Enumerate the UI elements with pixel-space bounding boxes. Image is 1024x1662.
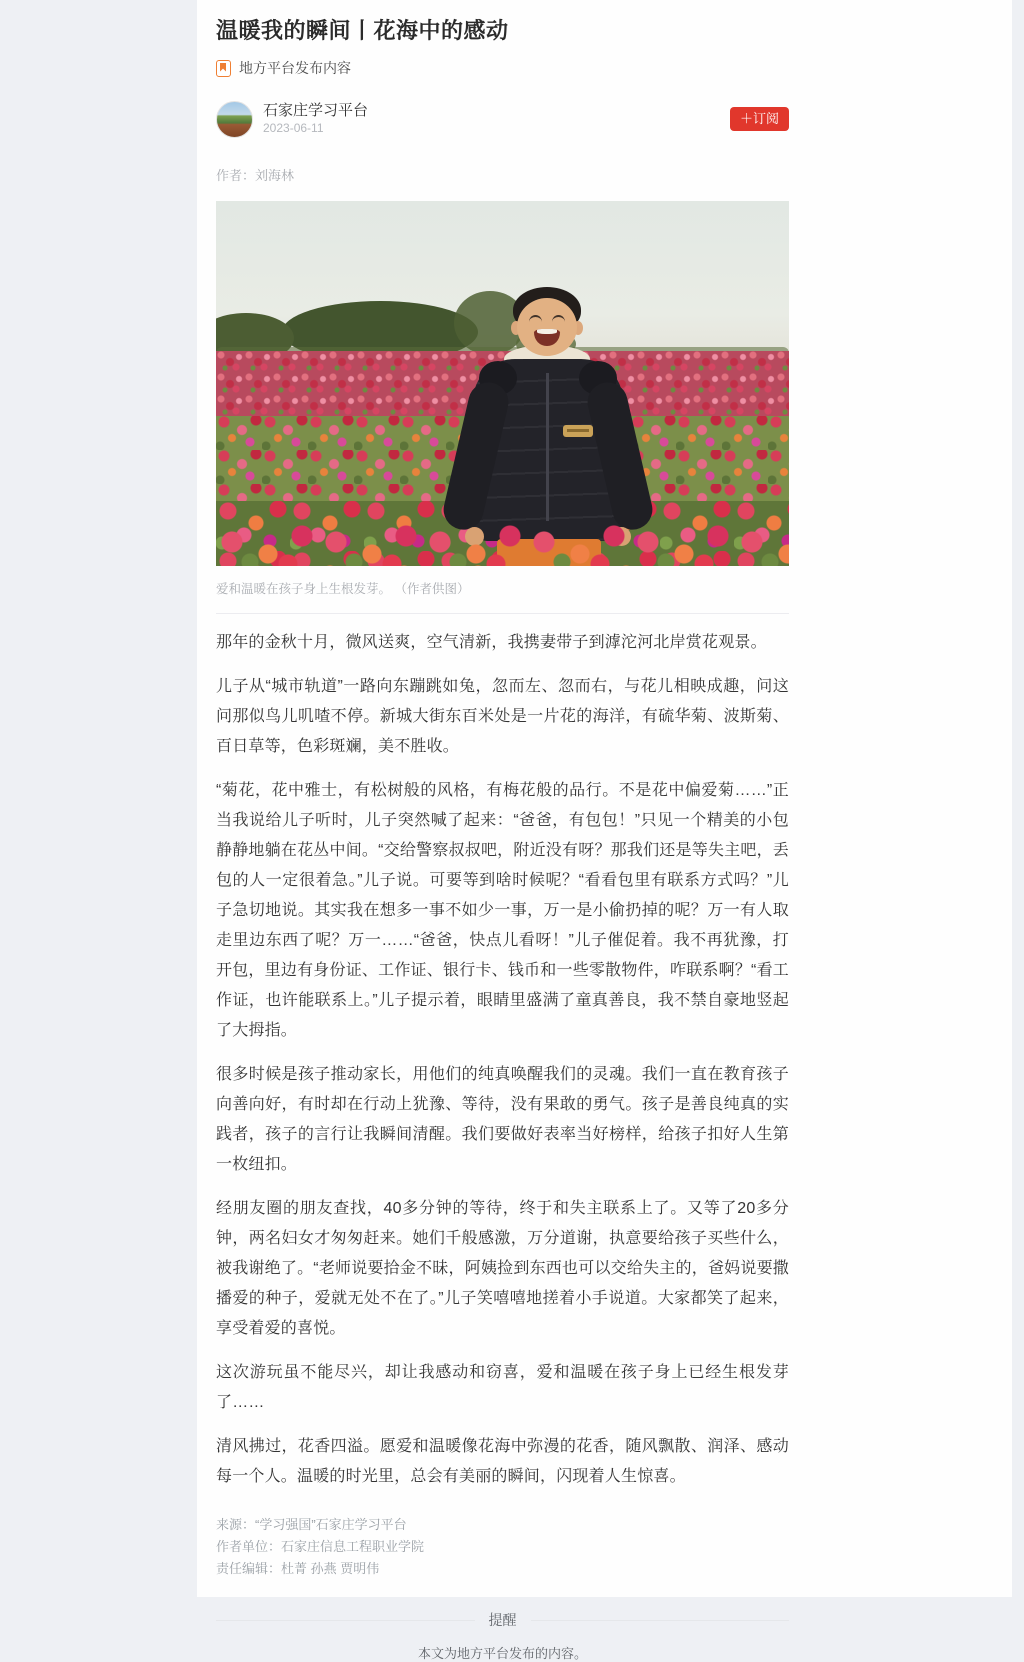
paragraph: 很多时候是孩子推动家长，用他们的纯真唤醒我们的灵魂。我们一直在教育孩子向善向好，有时却在行动上犹豫、等待，没有果敢的勇气。孩子是善良纯真的实践者，孩子的言行让我瞬间清醒。我们要做好表率当好榜样，给孩子扣好人生第一枚纽扣。 xyxy=(216,1066,789,1173)
reminder-divider-right xyxy=(531,1620,790,1621)
author-line: 作者：刘海林 xyxy=(216,168,295,183)
photo-caption: 爱和温暖在孩子身上生根发芽。 （作者供图） xyxy=(216,582,470,596)
reminder-note: 本文为地方平台发布的内容。 xyxy=(417,1646,587,1661)
publisher-avatar[interactable] xyxy=(216,101,253,138)
paragraph: 经朋友圈的朋友查找，40多分钟的等待，终于和失主联系上了。又等了20多分钟，两名妇女才匆匆赶来。她们千般感激，万分道谢，执意要给孩子买些什么，被我谢绝了。“老师说要拾金不昧，阿姨捡到东西也可以交给失主的，爸妈说要撒播爱的种子，爱就无处不在了。”儿子笑嘻嘻地搓着小手说道。大家都笑了起来，享受着爱的喜悦。 xyxy=(216,1200,789,1337)
platform-tag-label: 地方平台发布内容 xyxy=(239,60,351,76)
reminder-title: 提醒 xyxy=(488,1612,517,1628)
paragraph: 清风拂过，花香四溢。愿爱和温暖像花海中弥漫的花香，随风飘散、润泽、感动每一个人。温暖的时光里，总会有美丽的瞬间，闪现着人生惊喜。 xyxy=(216,1438,789,1485)
bookmark-icon xyxy=(216,60,231,77)
source-line: 来源：“学习强国”石家庄学习平台 xyxy=(216,1517,407,1532)
platform-tag xyxy=(216,58,789,78)
author-unit-line: 作者单位：石家庄信息工程职业学院 xyxy=(216,1539,425,1554)
page-title: 温暖我的瞬间丨花海中的感动 xyxy=(216,18,509,43)
divider xyxy=(216,613,789,614)
boy-eye xyxy=(552,315,565,322)
paragraph: “菊花，花中雅士，有松树般的风格，有梅花般的品行。不是花中偏爱菊……”正当我说给儿子听时，儿子突然喊了起来：“爸爸，有包包！”只见一个精美的小包静静地躺在花丛中间。“交给警察叔叔吧，附近没有呀？那我们还是等失主吧，丢包的人一定很着急。”儿子说。可要等到啥时候呢？“看看包里有联系方式吗？”儿子急切地说。其实我在想多一事不如少一事，万一是小偷扔掉的呢？万一有人取走里边东西了呢？万一……“爸爸，快点儿看呀！”儿子催促着。我不再犹豫，打开包，里边有身份证、工作证、银行卡、钱币和一些零散物件，咋联系啊？“看工作证，也许能联系上。”儿子提示着，眼睛里盛满了童真善良，我不禁自豪地竖起了大拇指。 xyxy=(216,782,789,1039)
publisher-name[interactable]: 石家庄学习平台 xyxy=(263,102,369,119)
publish-date: 2023-06-11 xyxy=(263,121,324,135)
reminder-divider-left xyxy=(216,1620,475,1621)
publisher-row xyxy=(216,100,789,138)
article-body xyxy=(216,628,789,1492)
photo-flower-field-front xyxy=(216,524,789,566)
boy-jacket-zipper xyxy=(546,373,549,521)
source-block xyxy=(216,1514,789,1580)
article-photo[interactable] xyxy=(216,201,789,566)
boy-jacket-badge xyxy=(563,425,593,437)
subscribe-button[interactable]: ＋订阅 xyxy=(730,107,789,131)
article-card xyxy=(197,0,1012,1661)
editors-line: 责任编辑：杜菁 孙燕 贾明伟 xyxy=(216,1561,380,1576)
paragraph: 那年的金秋十月，微风送爽，空气清新，我携妻带子到滹沱河北岸赏花观景。 xyxy=(216,634,767,651)
boy-eye xyxy=(529,315,542,322)
paragraph: 这次游玩虽不能尽兴，却让我感动和窃喜，爱和温暖在孩子身上已经生根发芽了…… xyxy=(216,1364,789,1411)
boy-face xyxy=(517,298,577,356)
reminder-section xyxy=(216,1610,789,1662)
paragraph: 儿子从“城市轨道”一路向东蹦跳如兔，忽而左、忽而右，与花儿相映成趣，问这问那似鸟儿叽喳不停。新城大街东百米处是一片花的海洋，有硫华菊、波斯菊、百日草等，色彩斑斓，美不胜收。 xyxy=(216,678,789,755)
